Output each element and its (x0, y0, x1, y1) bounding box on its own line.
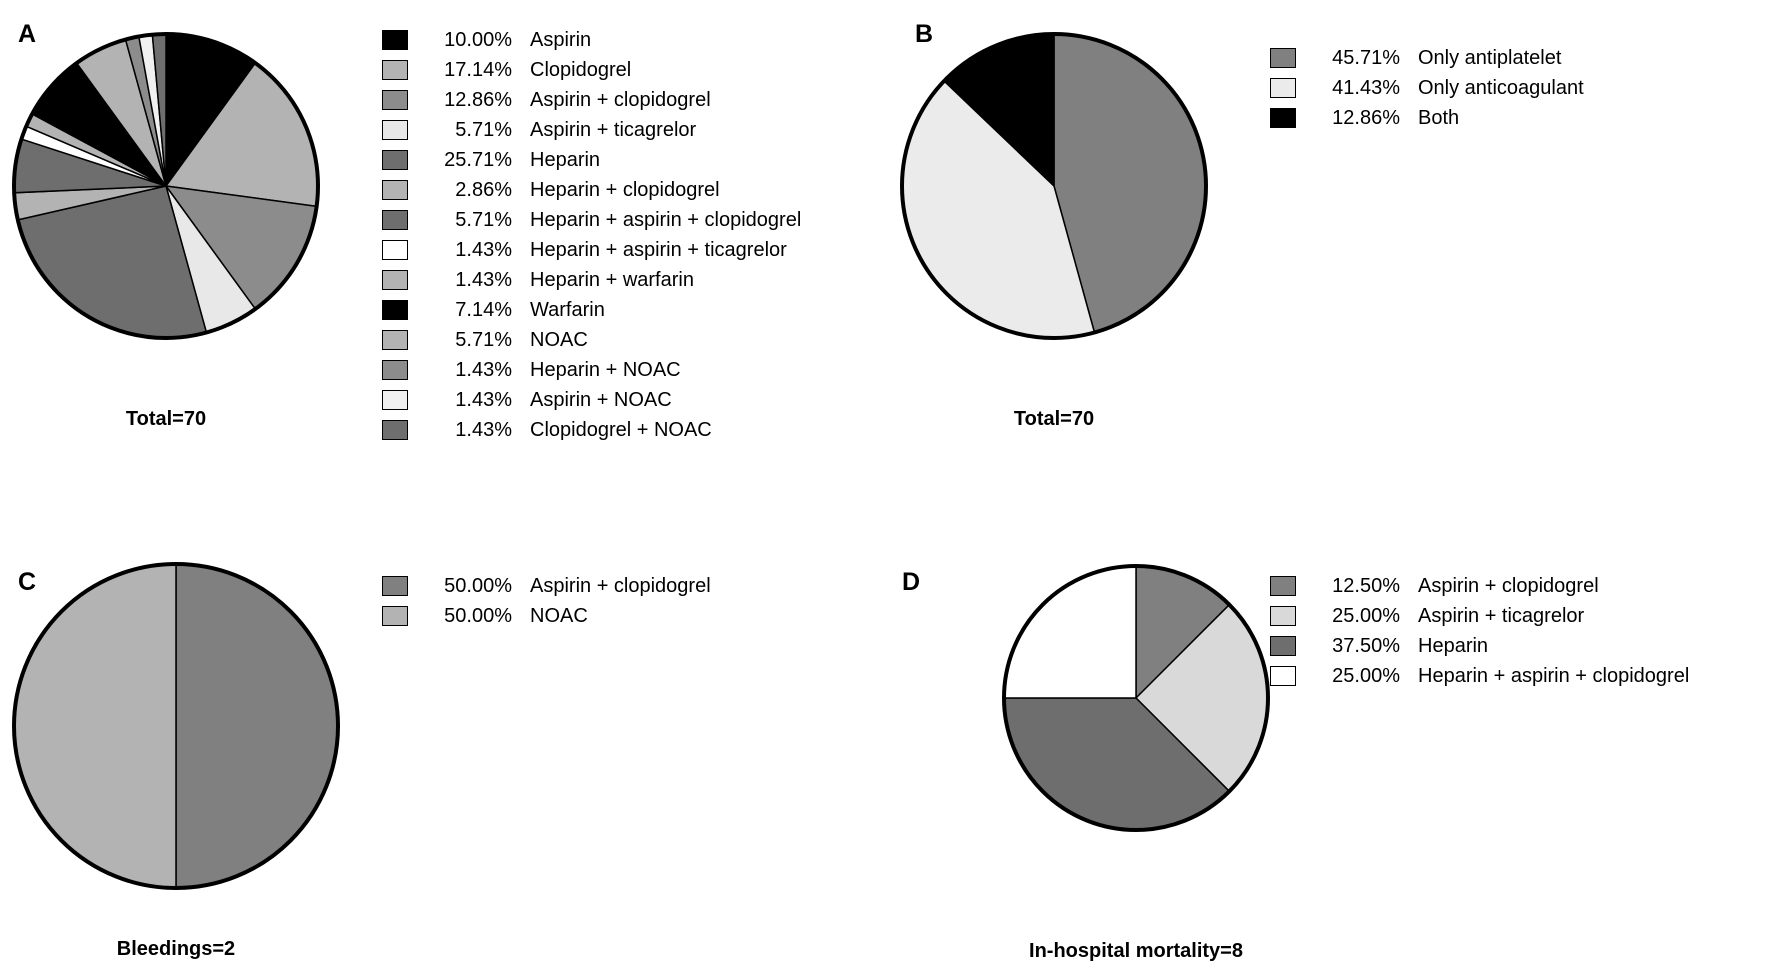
legend-swatch-icon (382, 606, 408, 626)
legend-swatch-icon (1270, 636, 1296, 656)
legend-swatch-icon (1270, 576, 1296, 596)
pie-chart-d (1000, 562, 1272, 839)
legend-item (382, 572, 711, 600)
legend-item (1270, 74, 1584, 102)
legend-label: Heparin + aspirin + clopidogrel (530, 208, 802, 231)
legend-item (382, 176, 801, 204)
legend-item (382, 86, 801, 114)
legend-item (382, 26, 801, 54)
legend-item (382, 416, 801, 444)
legend-value: 1.43% (455, 238, 512, 261)
legend-item (1270, 662, 1689, 690)
legend-swatch-icon (382, 150, 408, 170)
legend-value: 25.00% (1332, 664, 1400, 687)
legend-swatch-icon (1270, 78, 1296, 98)
legend-label: Heparin (1418, 634, 1489, 657)
legend-a (382, 26, 801, 446)
legend-label: Both (1418, 106, 1460, 129)
legend-value: 5.71% (455, 118, 512, 141)
legend-swatch-icon (382, 210, 408, 230)
legend-item (382, 386, 801, 414)
legend-value: 5.71% (455, 208, 512, 231)
legend-swatch-icon (382, 30, 408, 50)
legend-label: Aspirin (530, 28, 592, 51)
legend-label: Heparin (530, 148, 601, 171)
pie-chart-c (10, 560, 342, 897)
legend-value: 12.50% (1332, 574, 1400, 597)
legend-value: 37.50% (1332, 634, 1400, 657)
legend-value: 17.14% (444, 58, 512, 81)
legend-label: Clopidogrel (530, 58, 632, 81)
legend-value: 12.86% (444, 88, 512, 111)
legend-value: 50.00% (444, 574, 512, 597)
legend-swatch-icon (382, 420, 408, 440)
legend-label: Aspirin + NOAC (530, 388, 672, 411)
legend-label: Aspirin + clopidogrel (530, 88, 711, 111)
pie-b-svg (898, 30, 1210, 342)
legend-value: 1.43% (455, 358, 512, 381)
legend-swatch-icon (382, 270, 408, 290)
pie-slice (176, 564, 338, 888)
legend-label: NOAC (530, 604, 588, 627)
legend-label: Heparin + clopidogrel (530, 178, 720, 201)
legend-swatch-icon (382, 300, 408, 320)
legend-item (1270, 104, 1584, 132)
legend-value: 10.00% (444, 28, 512, 51)
legend-c (382, 572, 711, 632)
legend-swatch-icon (1270, 606, 1296, 626)
pie-slice (14, 564, 176, 888)
pie-chart-b (898, 30, 1210, 347)
legend-value: 7.14% (455, 298, 512, 321)
legend-label: Only anticoagulant (1418, 76, 1584, 99)
legend-value: 1.43% (455, 418, 512, 441)
legend-label: Aspirin + clopidogrel (530, 574, 711, 597)
legend-value: 41.43% (1332, 76, 1400, 99)
pie-b-caption: Total=70 (1013, 408, 1095, 430)
legend-label: Aspirin + ticagrelor (530, 118, 697, 141)
legend-label: Aspirin + ticagrelor (1418, 604, 1585, 627)
legend-swatch-icon (1270, 48, 1296, 68)
legend-item (382, 326, 801, 354)
legend-label: Clopidogrel + NOAC (530, 418, 712, 441)
legend-swatch-icon (382, 360, 408, 380)
legend-item (1270, 632, 1689, 660)
legend-value: 50.00% (444, 604, 512, 627)
legend-label: Heparin + NOAC (530, 358, 681, 381)
legend-item (382, 266, 801, 294)
legend-item (1270, 602, 1689, 630)
legend-value: 2.86% (455, 178, 512, 201)
legend-swatch-icon (382, 60, 408, 80)
legend-swatch-icon (382, 576, 408, 596)
legend-swatch-icon (382, 90, 408, 110)
legend-swatch-icon (382, 180, 408, 200)
legend-b (1270, 44, 1584, 134)
pie-a-caption: Total=70 (125, 408, 207, 430)
panel-letter-a: A (18, 20, 37, 48)
legend-label: Warfarin (530, 298, 605, 321)
pie-d-svg (1000, 562, 1272, 834)
legend-swatch-icon (382, 330, 408, 350)
legend-label: Heparin + aspirin + ticagrelor (530, 238, 787, 261)
panel-letter-b: B (915, 20, 934, 48)
legend-value: 25.71% (444, 148, 512, 171)
pie-c-svg (10, 560, 342, 892)
legend-item (1270, 572, 1689, 600)
panel-letter-d: D (902, 568, 921, 596)
legend-value: 1.43% (455, 268, 512, 291)
legend-label: Only antiplatelet (1418, 46, 1562, 69)
legend-value: 45.71% (1332, 46, 1400, 69)
legend-swatch-icon (382, 240, 408, 260)
pie-c-caption: Bleedings=2 (116, 938, 236, 960)
legend-item (382, 206, 801, 234)
legend-item (382, 146, 801, 174)
legend-label: Heparin + warfarin (530, 268, 694, 291)
legend-value: 12.86% (1332, 106, 1400, 129)
legend-swatch-icon (1270, 108, 1296, 128)
legend-value: 25.00% (1332, 604, 1400, 627)
panel-letter-c: C (18, 568, 37, 596)
legend-d (1270, 572, 1689, 692)
legend-item (382, 356, 801, 384)
legend-item (1270, 44, 1584, 72)
pie-a-svg (10, 30, 322, 342)
legend-item (382, 296, 801, 324)
legend-item (382, 56, 801, 84)
legend-item (382, 236, 801, 264)
legend-swatch-icon (382, 390, 408, 410)
legend-item (382, 116, 801, 144)
pie-d-caption: In-hospital mortality=8 (1029, 940, 1243, 962)
legend-swatch-icon (382, 120, 408, 140)
legend-value: 1.43% (455, 388, 512, 411)
legend-value: 5.71% (455, 328, 512, 351)
legend-label: Heparin + aspirin + clopidogrel (1418, 664, 1690, 687)
legend-label: NOAC (530, 328, 588, 351)
pie-chart-a (10, 30, 322, 347)
legend-swatch-icon (1270, 666, 1296, 686)
legend-item (382, 602, 711, 630)
legend-label: Aspirin + clopidogrel (1418, 574, 1599, 597)
